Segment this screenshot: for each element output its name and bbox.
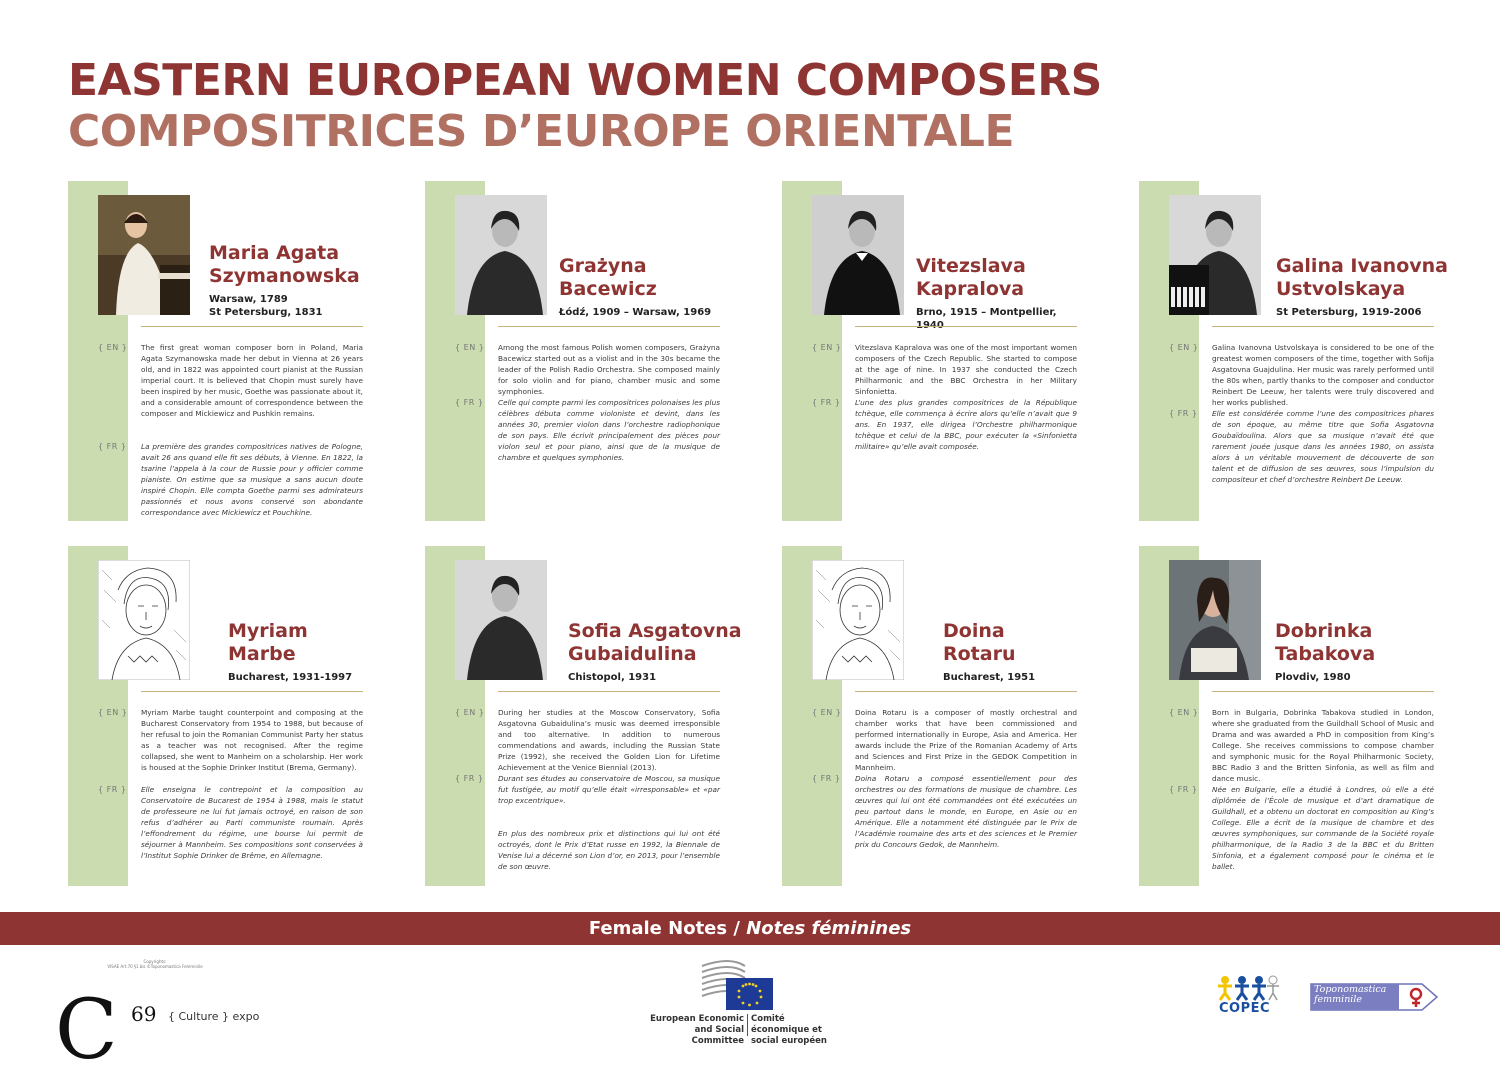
composer-text-en: Myriam Marbe taught counterpoint and composing at the Bucharest Conservatory from 1954 to 1988, but because of her refusal to join the Romanian Communist Party her status as a teacher was not recognised. After the regime collapsed, she went to Manheim on a scholarship. Her work is housed at the Sophie Drinker Institut (Brema, Germany).	[141, 708, 363, 772]
composer-name	[568, 620, 742, 666]
label-fr: { FR }	[1169, 409, 1198, 418]
composer-name-line1: Doina	[943, 620, 1005, 642]
composer-name-line1: Dobrinka	[1275, 620, 1373, 642]
composer-place	[209, 293, 379, 319]
composer-card	[425, 546, 742, 886]
composer-text-en: During her studies at the Moscow Conservatory, Sofia Asgatovna Gubaidulina’s music was deemed irresponsible and too alternative. In addition to numerous commendations and awards, including the Russian State Prize (1992), she received the Golden Lion for Lifetime Achievement at the Venice Biennial (2013).	[498, 708, 720, 772]
composer-place-line2: St Petersburg, 1831	[209, 307, 323, 318]
composer-place-line1: Warsaw, 1789	[209, 294, 288, 305]
copyright-line1: Copyrights:	[143, 959, 167, 964]
composer-place-line1: Plovdiv, 1980	[1275, 672, 1351, 683]
eesc-divider	[747, 1014, 748, 1036]
eesc-label-fr: Comité économique et social européen	[751, 1014, 827, 1046]
card-divider	[855, 691, 1077, 692]
card-divider	[141, 691, 363, 692]
composer-place	[568, 671, 738, 684]
footer-band	[0, 912, 1500, 945]
composer-name	[1275, 620, 1445, 666]
composer-name-line2: Ustvolskaya	[1276, 278, 1406, 300]
card-divider	[855, 326, 1077, 327]
composer-place-line1: Bucharest, 1951	[943, 672, 1036, 683]
composer-name-line2: Bacewicz	[559, 278, 657, 300]
composer-name-line2: Szymanowska	[209, 265, 360, 287]
composer-card	[68, 546, 368, 886]
composer-name	[559, 255, 729, 301]
copyright-note	[105, 959, 205, 969]
composer-text-en: Born in Bulgaria, Dobrinka Tabakova studied in London, where she graduated from the Guildhall School of Music and Drama and was awarded a PhD in composition from King’s College. She receives commissions to compose chamber and symphonic music for the Royal Philharmonic Society, BBC Radio 3 and the Britten Sinfonia, as well as film and dance music.	[1212, 708, 1434, 783]
label-fr: { FR }	[455, 774, 484, 783]
composer-place-line1: Chistopol, 1931	[568, 672, 657, 683]
toponomastica-label: Toponomastica femminile	[1314, 984, 1387, 1005]
composer-place-line1: Brno, 1915 – Montpellier,	[916, 307, 1057, 318]
c69-number: 69	[131, 1002, 157, 1026]
c69-label: { Culture } expo	[168, 1010, 260, 1023]
composer-portrait	[455, 560, 547, 680]
composer-place	[1275, 671, 1445, 684]
label-fr: { FR }	[1169, 785, 1198, 794]
composer-name-line2: Rotaru	[943, 643, 1016, 665]
c69-logo	[55, 983, 355, 1078]
copec-figures-icon	[1215, 975, 1285, 1001]
composer-place-line1: Łódź, 1909 – Warsaw, 1969	[559, 307, 712, 318]
composer-card	[1139, 546, 1439, 886]
copyright-line2: VISAE Art.70 §1 bis ©Toponomastica Femminile	[107, 964, 203, 969]
eesc-logo	[650, 958, 845, 1046]
c69-letter: C	[55, 983, 118, 1078]
card-divider	[141, 326, 363, 327]
copec-label: COPEC	[1219, 1001, 1271, 1016]
label-en: { EN }	[98, 708, 128, 717]
composer-text-fr: Elle enseigna le contrepoint et la composition au Conservatoire de Bucarest de 1954 à 1988, mais le statut de professeure ne lui fut jamais octroyé, en raison de son refus d’adhérer au Parti communiste roumain. Après l’effondrement du régime, une bourse lui permit de séjourner à Mannheim. Ses compositions sont conservées à l’Institut Sophie Drinker de Brême, en Allemagne.	[141, 785, 363, 860]
composer-name-line2: Kapralova	[916, 278, 1025, 300]
composer-text-en: Doina Rotaru is a composer of mostly orchestral and chamber works that have been commissioned and performed internationally in Europe, Asia and America. Her awards include the Prize of the Romanian Academy of Arts and Sciences and First Prize in the GEDOK Competition in Mannheim.	[855, 708, 1077, 772]
composer-place	[1276, 306, 1446, 319]
composer-place	[228, 671, 398, 684]
card-divider	[498, 326, 720, 327]
composer-portrait	[455, 195, 547, 315]
composer-name	[943, 620, 1113, 666]
label-fr: { FR }	[455, 398, 484, 407]
composer-text-en: Vitezslava Kapralova was one of the most important women composers of the Czech Republic. She started to compose at the age of nine. In 1937 she conducted the Czech Philharmonic and the BBC Orchestra in her Military Sinfonietta.	[855, 343, 1077, 396]
label-en: { EN }	[455, 343, 485, 352]
composer-text-fr: La première des grandes compositrices natives de Pologne, avait 26 ans quand elle fit ses débuts, à Vienne. En 1822, la tsarine l’appela à la cour de Russie pour y officier comme pianiste. On estime que sa musique a sans aucun doute inspiré Chopin. Elle compta Goethe parmi ses admirateurs passionnés et nous avons conservé son abondante correspondance avec Mickiewicz et Pouchkine.	[141, 442, 363, 517]
composer-place	[916, 306, 1086, 332]
composer-name-line1: Grażyna	[559, 255, 647, 277]
composer-card	[425, 181, 725, 521]
composer-portrait	[1169, 560, 1261, 680]
composer-card	[782, 181, 1082, 521]
composer-text-en: Galina Ivanovna Ustvolskaya is considered to be one of the greatest women composers of the time, together with Sofija Asgatovna Guajdulina. Her music was rarely performed until the 80s when, partly thanks to the composer and conductor Reinbert De Leeuw, her talents were truly discovered and her works published.	[1212, 343, 1434, 407]
composer-card	[782, 546, 1082, 886]
card-divider	[1212, 326, 1434, 327]
eesc-label-en: European Economic and Social Committee	[650, 1014, 744, 1046]
composer-text-fr: Doina Rotaru a composé essentiellement pour des orchestres ou des formations de musique de chambre. Les œuvres qui lui ont été commandées ont été exécutées un peu partout dans le monde, en Europe, en Asie ou en Amérique. Elle a notamment été distinguée par le Prix de l’Académie roumaine des arts et des sciences et le Premier prix du Concours Gedok, de Mannheim.	[855, 774, 1077, 849]
composer-name	[1276, 255, 1446, 301]
composer-name	[228, 620, 398, 666]
composer-place-line1: St Petersburg, 1919-2006	[1276, 307, 1422, 318]
composer-name-line2: Marbe	[228, 643, 296, 665]
label-en: { EN }	[455, 708, 485, 717]
label-en: { EN }	[1169, 343, 1199, 352]
composer-text-fr: Née en Bulgarie, elle a étudié à Londres, où elle a été diplômée de l’École de musique et d’art dramatique de Guildhall, et a obtenu un doctorat en composition au King’s College. Elle a écrit de la musique de chambre et des œuvres symphoniques, sur commande de la Société royale philharmonique, de la Radio 3 de la BBC et du Britten Sinfonia, et a également composé pour le cinéma et le ballet.	[1212, 785, 1434, 871]
composer-name-line1: Maria Agata	[209, 242, 340, 264]
composer-portrait	[812, 560, 904, 680]
footer-band-fr: Notes féminines	[746, 918, 912, 939]
composer-name-line1: Galina Ivanovna	[1276, 255, 1448, 277]
label-fr: { FR }	[812, 398, 841, 407]
composer-name-line2: Tabakova	[1275, 643, 1376, 665]
composer-text-fr2: En plus des nombreux prix et distinctions qui lui ont été octroyés, dont le Prix d’Etat russe en 1992, la Biennale de Venise lui a décerné son Lion d’or, en 2013, pour l’ensemble de son œuvre.	[498, 829, 720, 871]
composer-text-en: The first great woman composer born in Poland, Maria Agata Szymanowska made her debut in Vienna at 26 years old, and in 1822 was appointed court pianist at the Russian imperial court. It is believed that Chopin must surely have been inspired by her music, Goethe was passionate about it, and a considerable amount of correspondence between the composer and Mickiewicz and Pushkin remains.	[141, 343, 363, 418]
composer-text-fr: L’une des plus grandes compositrices de la République tchèque, elle commença à écrire alors qu’elle n’avait que 9 ans. En 1937, elle dirigea l’Orchestre philharmonique tchèque et celui de la BBC, pour exécuter la «Sinfonietta militaire» qu’elle avait composée.	[855, 398, 1077, 451]
composer-place	[559, 306, 729, 319]
composer-text-fr: Elle est considérée comme l’une des compositrices phares de son époque, au même titre que Sofia Asgatovna Goubaïdoulina. Alors que sa musique n’avait été que rarement jouée jusque dans les années 1980, on assista alors à un véritable mouvement de découverte de son talent et de diffusion de ses œuvres, sous l’impulsion du compositeur et chef d’orchestre Reinbert De Leeuw.	[1212, 409, 1434, 484]
composer-name-line1: Vitezslava	[916, 255, 1026, 277]
footer-band-en: Female Notes /	[588, 918, 740, 939]
composer-portrait	[1169, 195, 1261, 315]
label-en: { EN }	[812, 708, 842, 717]
composer-place-line1: Bucharest, 1931-1997	[228, 672, 353, 683]
composer-place	[943, 671, 1113, 684]
label-fr: { FR }	[98, 442, 127, 451]
toponomastica-logo	[1310, 983, 1438, 1011]
copec-logo	[1215, 975, 1285, 1020]
title-english: EASTERN EUROPEAN WOMEN COMPOSERS	[68, 55, 1102, 106]
label-fr: { FR }	[98, 785, 127, 794]
composer-portrait	[98, 195, 190, 315]
composer-name	[209, 242, 379, 288]
card-divider	[498, 691, 720, 692]
composer-card	[68, 181, 368, 521]
label-en: { EN }	[98, 343, 128, 352]
composer-portrait	[98, 560, 190, 680]
composer-portrait	[812, 195, 904, 315]
composer-name-line2: Gubaidulina	[568, 643, 697, 665]
title-french: COMPOSITRICES D’EUROPE ORIENTALE	[68, 106, 1015, 157]
composer-text-fr: Durant ses études au conservatoire de Moscou, sa musique fut fustigée, au motif qu’elle était «irresponsable» et «par trop excentrique».	[498, 774, 720, 805]
composer-card	[1139, 181, 1448, 521]
composer-text-en: Among the most famous Polish women composers, Grażyna Bacewicz started out as a violist and in the 30s became the leader of the Polish Radio Orchestra. She composed mainly for solo violin and for piano, chamber music and some symphonies.	[498, 343, 720, 396]
composer-name	[916, 255, 1086, 301]
label-en: { EN }	[1169, 708, 1199, 717]
composer-name-line1: Myriam	[228, 620, 308, 642]
composer-text-fr: Celle qui compte parmi les compositrices polonaises les plus célèbres débuta comme violoniste et devint, dans les années 30, premier violon dans l’orchestre radiophonique de son pays. Elle écrivit principalement des pièces pour violon seul et pour piano, ainsi que de la musique de chambre et quelques symphonies.	[498, 398, 720, 462]
eesc-emblem-icon	[650, 958, 845, 1013]
label-en: { EN }	[812, 343, 842, 352]
card-divider	[1212, 691, 1434, 692]
label-fr: { FR }	[812, 774, 841, 783]
composer-name-line1: Sofia Asgatovna	[568, 620, 742, 642]
